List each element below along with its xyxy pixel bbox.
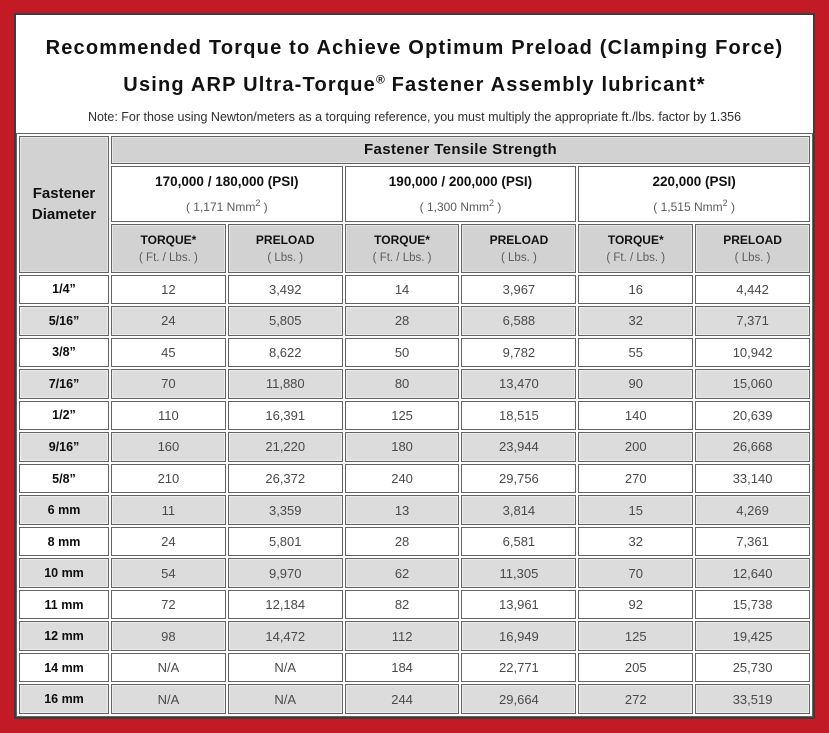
fastener-diameter-cell: 3/8” (19, 338, 109, 368)
preload-cell: 33,140 (695, 464, 810, 494)
preload-cell: 4,442 (695, 275, 810, 305)
preload-cell: 16,391 (228, 401, 343, 431)
title-block (16, 15, 813, 124)
torque-cell: 140 (578, 401, 693, 431)
table-row (19, 558, 810, 588)
torque-cell: 32 (578, 527, 693, 557)
torque-cell: 240 (345, 464, 460, 494)
torque-cell: N/A (111, 653, 226, 683)
preload-cell: 26,372 (228, 464, 343, 494)
fastener-diameter-cell: 16 mm (19, 684, 109, 714)
preload-cell: 16,949 (461, 621, 576, 651)
table-row (19, 369, 810, 399)
psi-group-220-nmm: ( 1,515 Nmm$^2$ ) (653, 197, 736, 214)
psi-group-170-180-label: 170,000 / 180,000 (PSI) (155, 173, 299, 189)
fastener-diameter-cell: 8 mm (19, 527, 109, 557)
title-line-2-suffix: Fastener Assembly lubricant* (384, 73, 706, 96)
preload-cell: 26,668 (695, 432, 810, 462)
fastener-diameter-cell: 9/16” (19, 432, 109, 462)
torque-cell: 184 (345, 653, 460, 683)
preload-cell: 11,305 (461, 558, 576, 588)
preload-cell: 18,515 (461, 401, 576, 431)
preload-cell: 29,756 (461, 464, 576, 494)
preload-cell: N/A (228, 684, 343, 714)
torque-cell: 24 (111, 527, 226, 557)
torque-cell: 244 (345, 684, 460, 714)
registered-trademark-symbol: ® (376, 72, 385, 86)
torque-cell: 205 (578, 653, 693, 683)
title-line-1: Recommended Torque to Achieve Optimum Preload (Clamping Force) (45, 37, 784, 59)
table-row (19, 495, 810, 525)
psi-group-190-200-label: 190,000 / 200,000 (PSI) (388, 173, 533, 189)
psi-group-170-180-nmm: ( 1,171 Nmm$^2$ ) (185, 197, 268, 214)
torque-column-header: TORQUE* ( Ft. / Lbs. ) (578, 224, 693, 273)
table-row (19, 401, 810, 431)
fastener-diameter-header-line1: Fastener (32, 185, 96, 203)
preload-cell: 33,519 (695, 684, 810, 714)
fastener-diameter-cell: 1/2” (19, 401, 109, 431)
fastener-diameter-cell: 5/8” (19, 464, 109, 494)
preload-cell: 6,581 (461, 527, 576, 557)
preload-cell: 3,492 (228, 275, 343, 305)
torque-cell: 270 (578, 464, 693, 494)
preload-cell: 15,738 (695, 590, 810, 620)
fastener-diameter-cell: 5/16” (19, 306, 109, 336)
torque-table-body (19, 275, 810, 714)
table-row (19, 621, 810, 651)
torque-cell: 112 (345, 621, 460, 651)
preload-cell: 29,664 (461, 684, 576, 714)
torque-cell: 200 (578, 432, 693, 462)
torque-cell: 272 (578, 684, 693, 714)
table-row (19, 464, 810, 494)
torque-cell: 180 (345, 432, 460, 462)
preload-cell: 20,639 (695, 401, 810, 431)
table-row (19, 653, 810, 683)
preload-cell: 9,782 (461, 338, 576, 368)
torque-cell: 70 (111, 369, 226, 399)
psi-group-220-label: 220,000 (PSI) (652, 173, 736, 189)
table-row (19, 527, 810, 557)
preload-cell: 12,184 (228, 590, 343, 620)
psi-group-170-180 (111, 166, 343, 222)
torque-preload-header-row (19, 224, 810, 273)
torque-cell: 28 (345, 306, 460, 336)
torque-column-header: TORQUE* ( Ft. / Lbs. ) (345, 224, 460, 273)
table-row (19, 338, 810, 368)
psi-group-header-row (19, 166, 810, 222)
torque-table-area (16, 133, 813, 717)
preload-cell: 3,814 (461, 495, 576, 525)
preload-cell: 7,371 (695, 306, 810, 336)
torque-cell: 54 (111, 558, 226, 588)
torque-cell: 15 (578, 495, 693, 525)
torque-cell: 160 (111, 432, 226, 462)
torque-column-header: TORQUE* ( Ft. / Lbs. ) (111, 224, 226, 273)
torque-cell: 98 (111, 621, 226, 651)
table-row (19, 306, 810, 336)
preload-cell: 5,805 (228, 306, 343, 336)
psi-group-190-200-nmm: ( 1,300 Nmm$^2$ ) (419, 197, 502, 214)
preload-column-header: PRELOAD ( Lbs. ) (228, 224, 343, 273)
preload-cell: 5,801 (228, 527, 343, 557)
preload-cell: 21,220 (228, 432, 343, 462)
torque-cell: N/A (111, 684, 226, 714)
preload-cell: 3,359 (228, 495, 343, 525)
title-line-2-prefix: Using ARP Ultra-Torque (123, 73, 377, 96)
fastener-tensile-strength-header: Fastener Tensile Strength (111, 136, 810, 164)
torque-cell: 16 (578, 275, 693, 305)
torque-cell: 45 (111, 338, 226, 368)
preload-cell: 3,967 (461, 275, 576, 305)
torque-cell: 28 (345, 527, 460, 557)
torque-cell: 32 (578, 306, 693, 336)
torque-cell: 110 (111, 401, 226, 431)
torque-cell: 72 (111, 590, 226, 620)
title-line-2 (123, 74, 705, 96)
torque-cell: 210 (111, 464, 226, 494)
torque-cell: 11 (111, 495, 226, 525)
torque-table (16, 133, 813, 717)
preload-cell: 10,942 (695, 338, 810, 368)
newton-meters-note: Note: For those using Newton/meters as a torquing reference, you must multiply the appropriate ft./lbs. factor by 1.356 (87, 109, 742, 124)
fastener-diameter-cell: 11 mm (19, 590, 109, 620)
preload-cell: 7,361 (695, 527, 810, 557)
preload-cell: 13,470 (461, 369, 576, 399)
fastener-diameter-cell: 12 mm (19, 621, 109, 651)
fastener-diameter-header (19, 136, 109, 273)
psi-group-190-200 (345, 166, 577, 222)
torque-cell: 90 (578, 369, 693, 399)
preload-cell: 8,622 (228, 338, 343, 368)
torque-cell: 70 (578, 558, 693, 588)
preload-cell: 25,730 (695, 653, 810, 683)
fastener-diameter-cell: 10 mm (19, 558, 109, 588)
tensile-header-row (19, 136, 810, 164)
torque-cell: 82 (345, 590, 460, 620)
document-content (14, 13, 815, 719)
preload-cell: 19,425 (695, 621, 810, 651)
torque-cell: 13 (345, 495, 460, 525)
torque-cell: 24 (111, 306, 226, 336)
fastener-diameter-cell: 1/4” (19, 275, 109, 305)
fastener-diameter-cell: 14 mm (19, 653, 109, 683)
preload-column-header: PRELOAD ( Lbs. ) (461, 224, 576, 273)
torque-cell: 92 (578, 590, 693, 620)
preload-cell: 22,771 (461, 653, 576, 683)
preload-cell: 12,640 (695, 558, 810, 588)
page-title (22, 33, 807, 101)
preload-column-header: PRELOAD ( Lbs. ) (695, 224, 810, 273)
preload-cell: 6,588 (461, 306, 576, 336)
preload-cell: 14,472 (228, 621, 343, 651)
preload-cell: 13,961 (461, 590, 576, 620)
psi-group-220 (578, 166, 810, 222)
preload-cell: 4,269 (695, 495, 810, 525)
fastener-diameter-header-line2: Diameter (31, 206, 97, 224)
table-row (19, 590, 810, 620)
torque-cell: 14 (345, 275, 460, 305)
table-row (19, 432, 810, 462)
torque-cell: 125 (578, 621, 693, 651)
fastener-diameter-cell: 7/16” (19, 369, 109, 399)
preload-cell: 11,880 (228, 369, 343, 399)
fastener-diameter-cell: 6 mm (19, 495, 109, 525)
table-row (19, 684, 810, 714)
torque-cell: 50 (345, 338, 460, 368)
preload-cell: 15,060 (695, 369, 810, 399)
torque-cell: 62 (345, 558, 460, 588)
preload-cell: N/A (228, 653, 343, 683)
torque-cell: 55 (578, 338, 693, 368)
torque-cell: 80 (345, 369, 460, 399)
torque-cell: 12 (111, 275, 226, 305)
torque-cell: 125 (345, 401, 460, 431)
preload-cell: 23,944 (461, 432, 576, 462)
table-row (19, 275, 810, 305)
preload-cell: 9,970 (228, 558, 343, 588)
